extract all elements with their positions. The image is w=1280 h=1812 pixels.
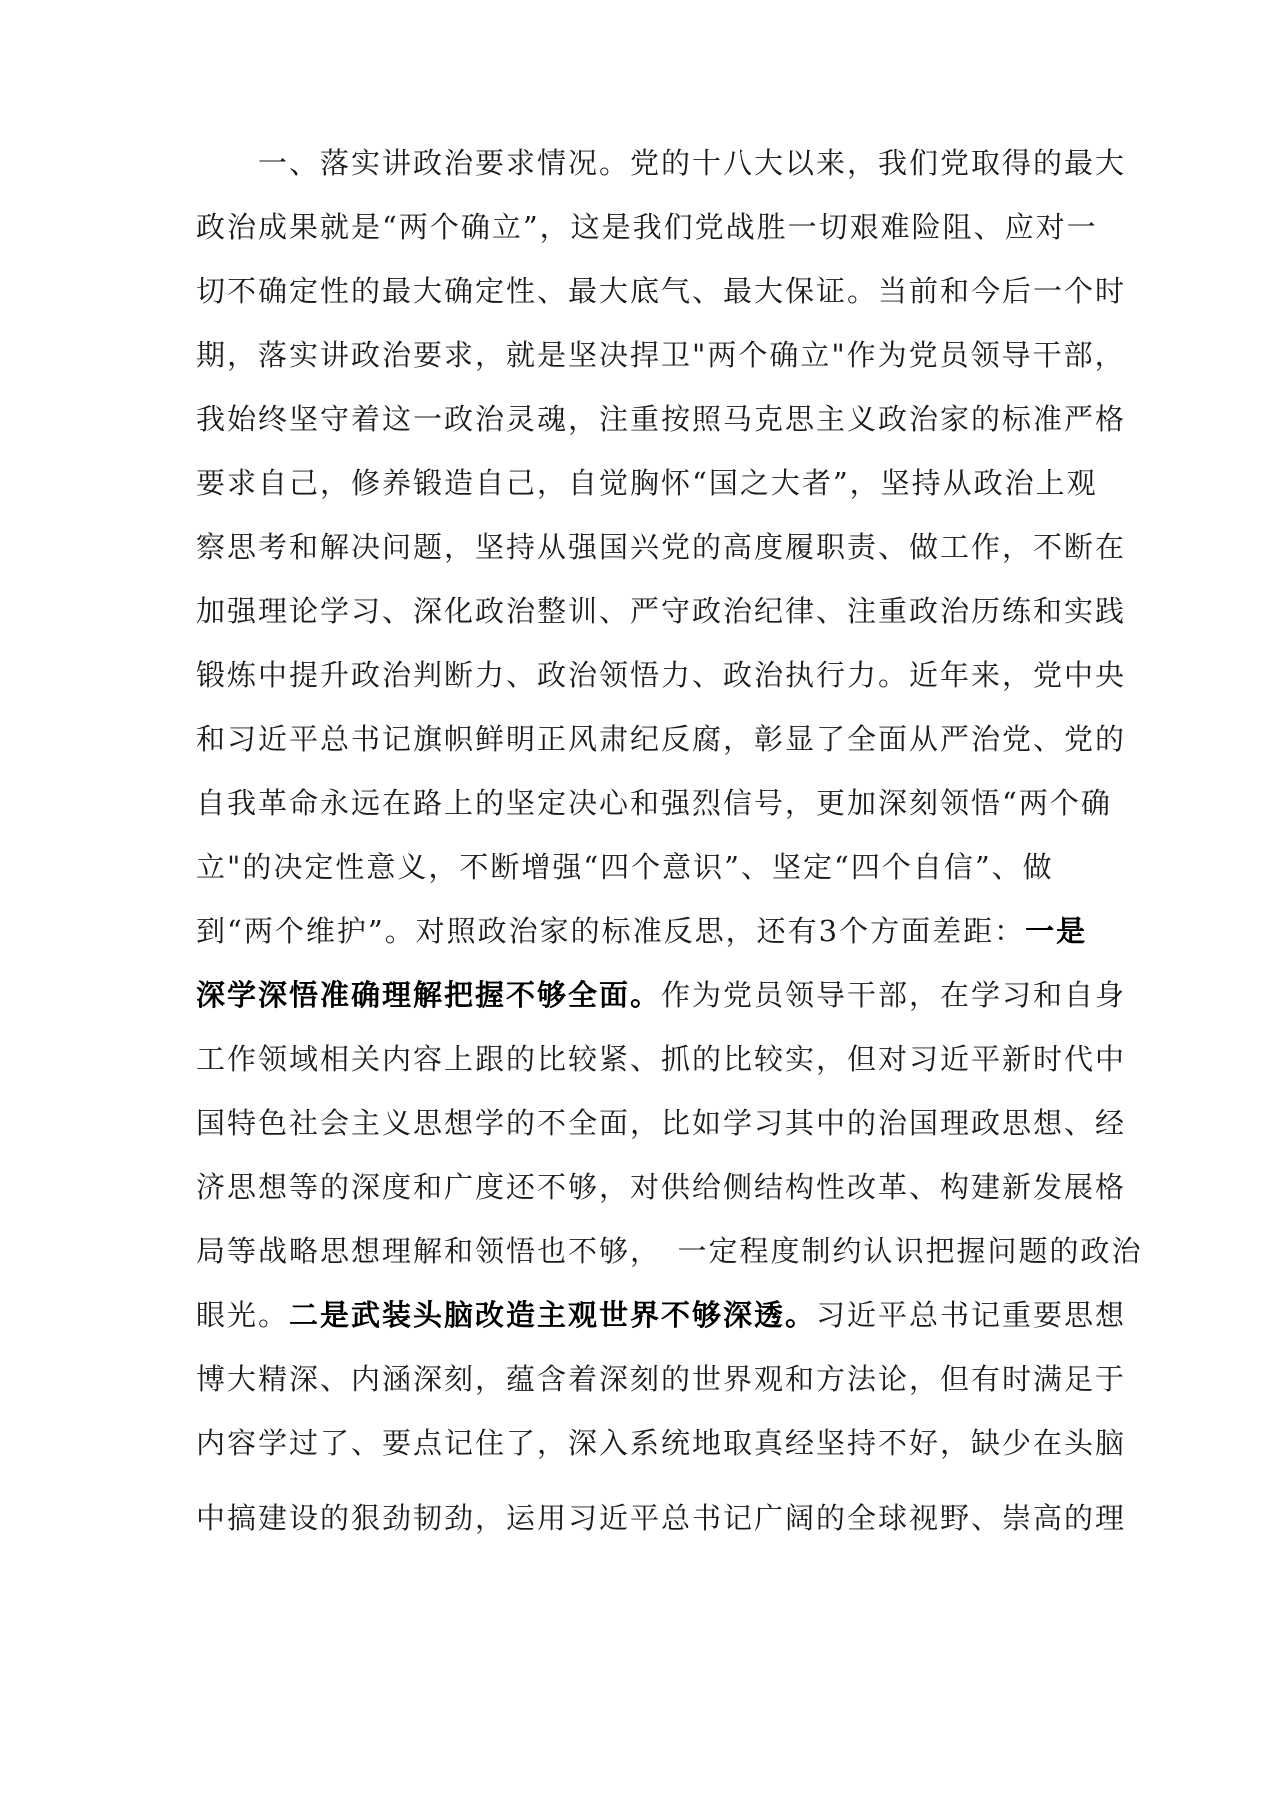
paragraph-line: 察思考和解决问题，坚持从强国兴党的高度履职责、做工作，不断在 (196, 530, 1127, 564)
paragraph-line: 到“两个维护”。对照政治家的标准反思，还有3个方面差距：一是 (196, 914, 1088, 948)
paragraph-line: 和习近平总书记旗帜鲜明正风肃纪反腐，彰显了全面从严治党、党的 (196, 722, 1127, 756)
paragraph-line: 中搞建设的狠劲韧劲，运用习近平总书记广阔的全球视野、崇高的理 (196, 1501, 1127, 1535)
paragraph-line: 加强理论学习、深化政治整训、严守政治纪律、注重政治历练和实践 (196, 594, 1127, 628)
paragraph-line: 眼光。二是武装头脑改造主观世界不够深透。习近平总书记重要思想 (196, 1298, 1127, 1332)
paragraph-line: 我始终坚守着这一政治灵魂，注重按照马克思主义政治家的标准严格 (196, 402, 1127, 436)
paragraph-line: 工作领域相关内容上跟的比较紧、抓的比较实，但对习近平新时代中 (196, 1042, 1127, 1076)
paragraph-line: 博大精深、内涵深刻，蕴含着深刻的世界观和方法论，但有时满足于 (196, 1362, 1127, 1396)
emphasis-text: 深学深悟准确理解把握不够全面。 (196, 978, 662, 1012)
paragraph-line: 济思想等的深度和广度还不够，对供给侧结构性改革、构建新发展格 (196, 1170, 1127, 1204)
paragraph-line: 要求自己，修养锻造自己，自觉胸怀“国之大者”，坚持从政治上观 (196, 466, 1098, 500)
paragraph-line: 锻炼中提升政治判断力、政治领悟力、政治执行力。近年来，党中央 (196, 658, 1127, 692)
paragraph-line: 期，落实讲政治要求，就是坚决捍卫"两个确立"作为党员领导干部， (196, 338, 1126, 372)
paragraph-line: 局等战略思想理解和领悟也不够， 一定程度制约认识把握问题的政治 (196, 1234, 1143, 1268)
paragraph-line: 深学深悟准确理解把握不够全面。作为党员领导干部，在学习和自身 (196, 978, 1127, 1012)
emphasis-text: 一是 (1025, 914, 1088, 948)
paragraph-line: 内容学过了、要点记住了，深入系统地取真经坚持不好，缺少在头脑 (196, 1426, 1127, 1460)
emphasis-text: 二是武装头脑改造主观世界不够深透。 (289, 1298, 817, 1332)
paragraph-line: 国特色社会主义思想学的不全面，比如学习其中的治国理政思想、经 (196, 1106, 1127, 1140)
paragraph-line: 政治成果就是“两个确立”，这是我们党战胜一切艰难险阻、应对一 (196, 210, 1098, 244)
paragraph-line: 一、落实讲政治要求情况。党的十八大以来，我们党取得的最大 (196, 146, 1127, 180)
paragraph-line: 切不确定性的最大确定性、最大底气、最大保证。当前和今后一个时 (196, 274, 1127, 308)
paragraph-line: 自我革命永远在路上的坚定决心和强烈信号，更加深刻领悟“两个确 (196, 786, 1112, 820)
paragraph-line: 立"的决定性意义，不断增强“四个意识”、坚定“四个自信”、做 (196, 850, 1054, 884)
